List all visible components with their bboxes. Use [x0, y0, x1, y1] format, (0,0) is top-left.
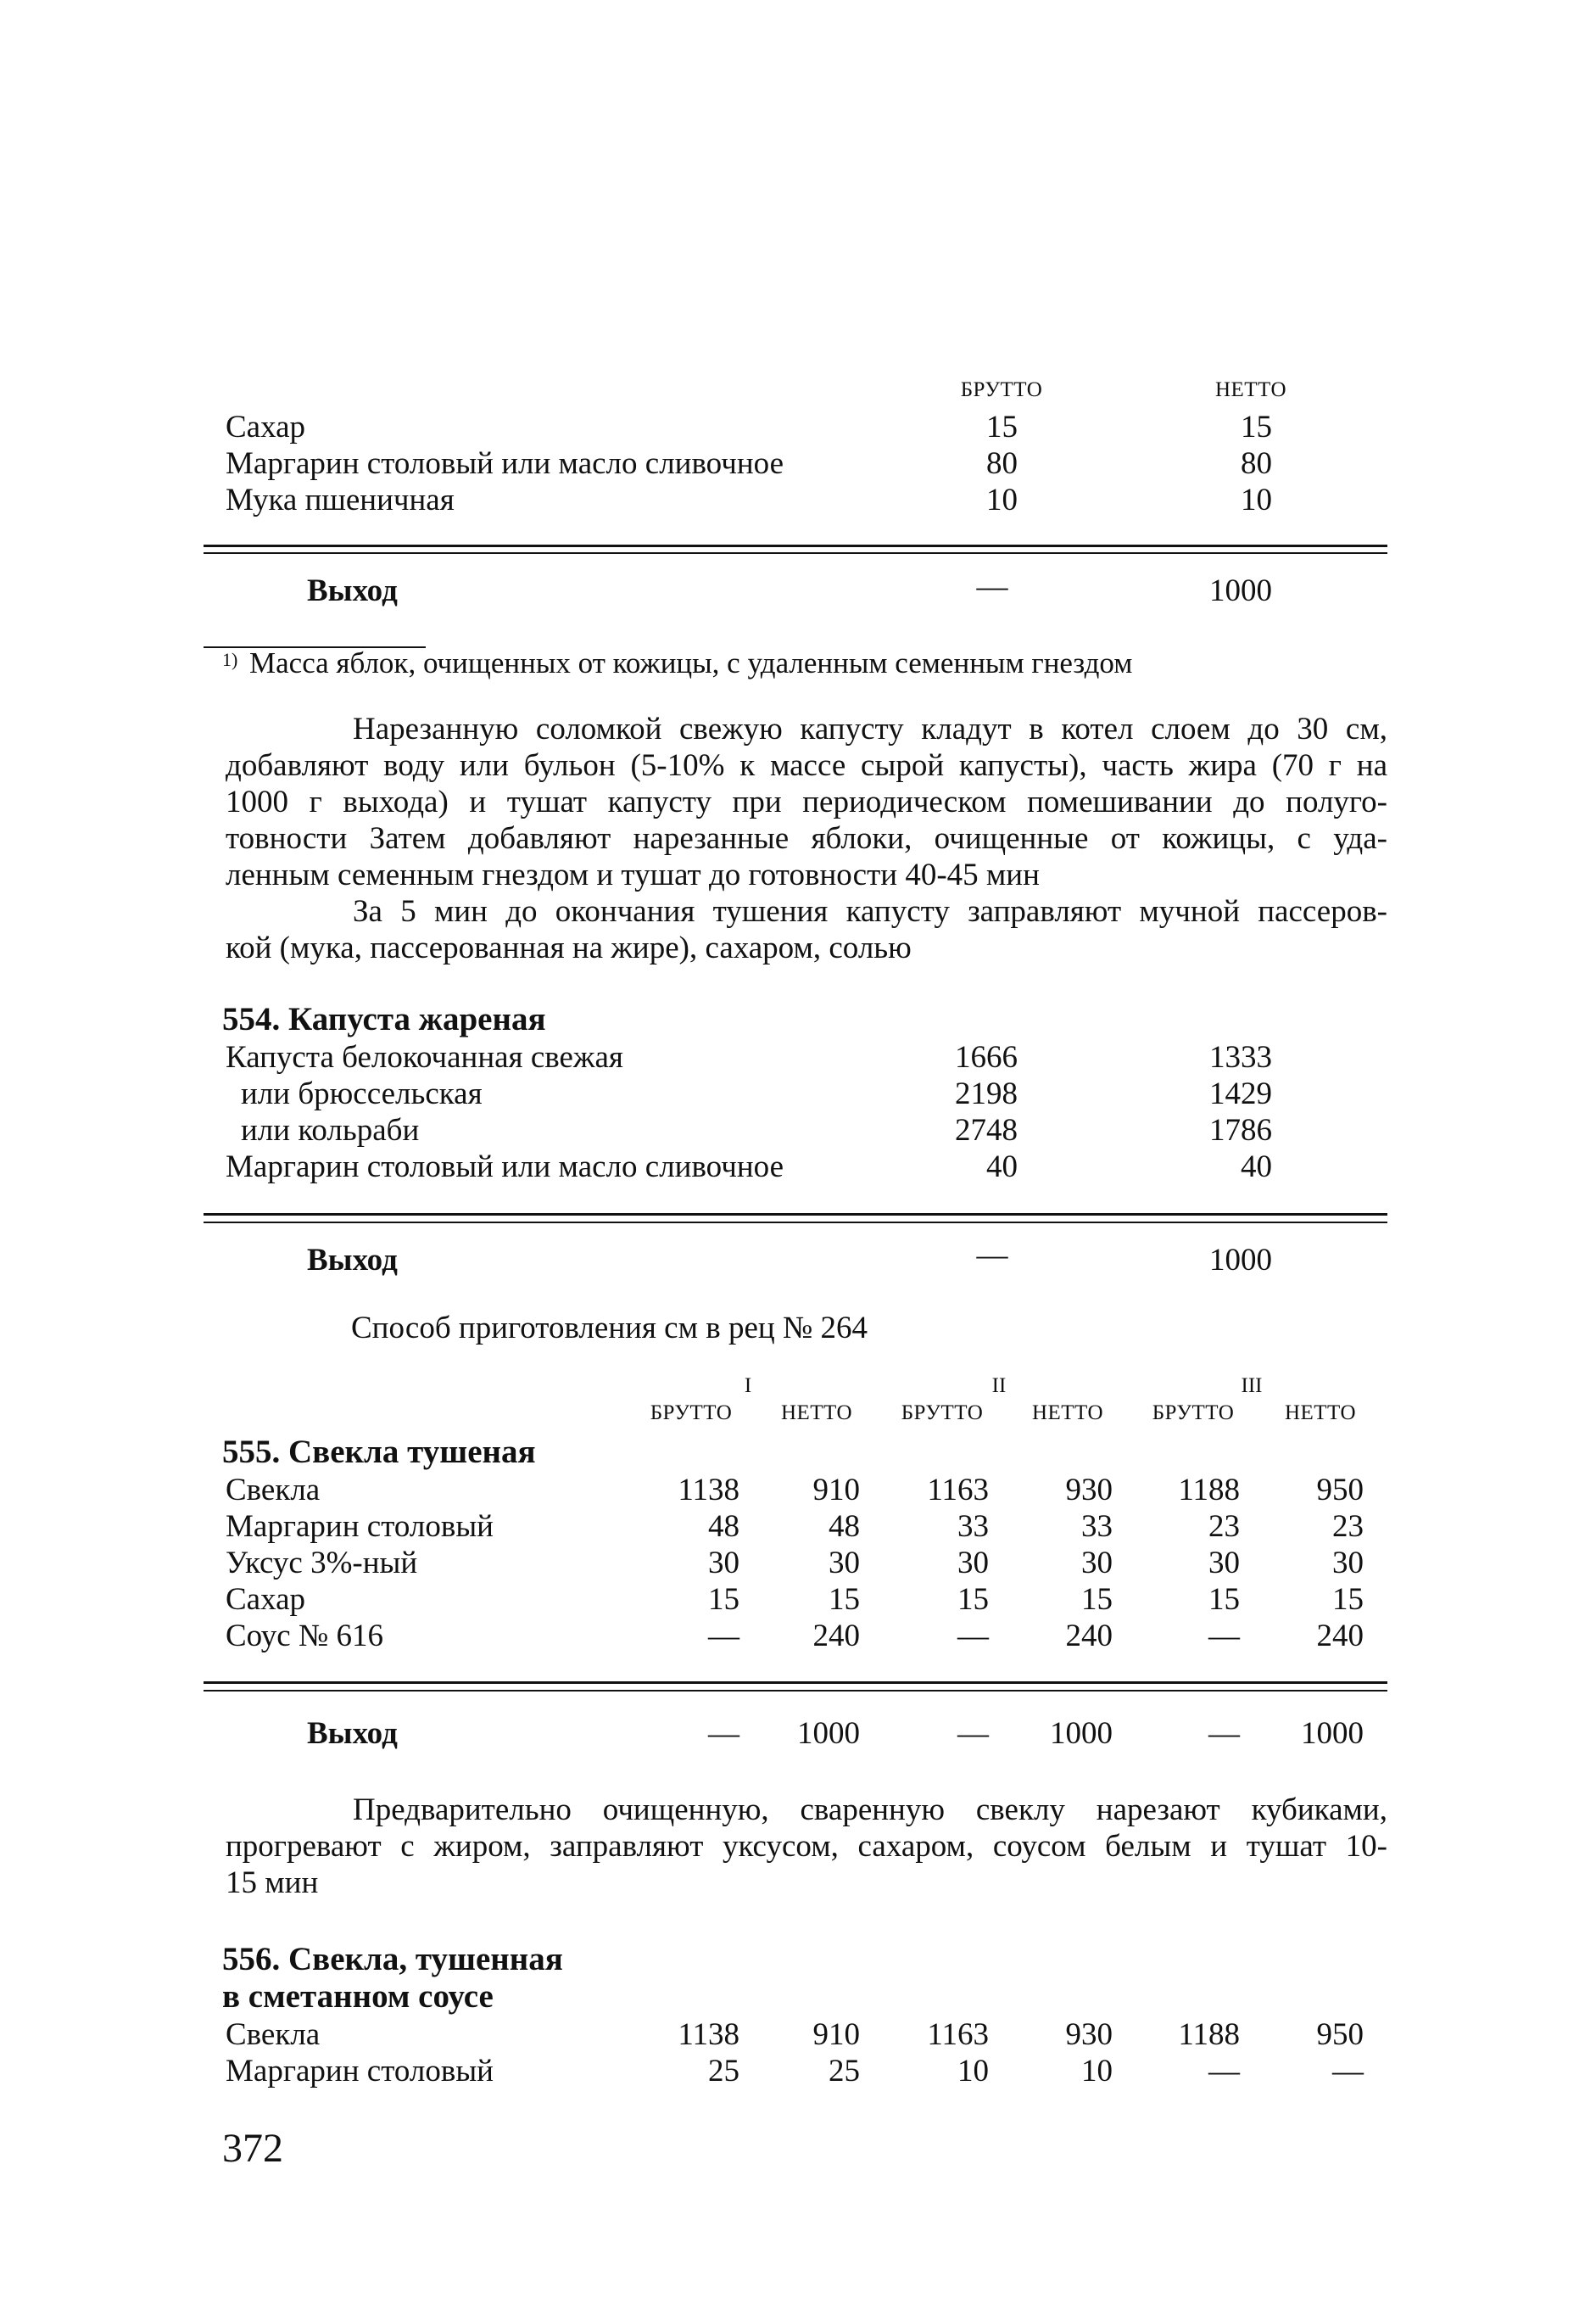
net-value: 240: [812, 1619, 860, 1653]
net-value: 30: [1332, 1546, 1364, 1580]
gross-value: 15: [708, 1582, 739, 1617]
net-value: —: [1332, 2054, 1364, 2089]
cooking-method: [226, 711, 1387, 966]
column-group-label: III: [1241, 1374, 1263, 1397]
cooking-method: [226, 1792, 1387, 1901]
gross-value: 10: [986, 483, 1018, 517]
ingredient-name: или кольраби: [241, 1113, 420, 1148]
net-value: 910: [812, 2017, 860, 2052]
net-value: 910: [812, 1473, 860, 1507]
net-value: 240: [1065, 1619, 1113, 1653]
gross-value: 1138: [678, 1473, 739, 1507]
yield-label: Выход: [307, 573, 398, 608]
gross-value: —: [708, 1619, 739, 1653]
gross-value: 80: [986, 446, 1018, 481]
ingredient-name: Капуста белокочанная свежая: [226, 1040, 623, 1075]
net-value: 48: [829, 1509, 860, 1544]
net-value: 40: [1241, 1149, 1272, 1184]
column-group-label: I: [744, 1374, 752, 1397]
gross-value: 1163: [927, 1473, 989, 1507]
net-value: 23: [1332, 1509, 1364, 1544]
table-rule: [204, 1681, 1387, 1684]
net-value: 1429: [1209, 1076, 1272, 1111]
yield-net-value: 1000: [1209, 573, 1272, 608]
col-header-gross: БРУТТО: [901, 1401, 984, 1424]
footnote-text: Масса яблок, очищенных от кожицы, с удаленным семенным гнездом: [249, 646, 1133, 679]
col-header-net: НЕТТО: [1214, 378, 1287, 401]
gross-value: 33: [957, 1509, 989, 1544]
yield-net-value: 1000: [1209, 1243, 1272, 1278]
ingredient-name: Соус № 616: [226, 1619, 383, 1653]
net-value: 950: [1316, 1473, 1364, 1507]
net-value: 1786: [1209, 1113, 1272, 1148]
net-value: 33: [1081, 1509, 1113, 1544]
gross-value: 30: [1208, 1546, 1240, 1580]
table-rule: [204, 1690, 1387, 1692]
ingredient-name: Сахар: [226, 410, 306, 445]
table-rule: [204, 1213, 1387, 1216]
column-group-label: II: [991, 1374, 1007, 1397]
net-value: 15: [1332, 1582, 1364, 1617]
method-line: кой (мука, пассерованная на жире), сахаром, солью: [226, 931, 912, 965]
gross-value: 30: [957, 1546, 989, 1580]
col-header-gross: БРУТТО: [1152, 1401, 1235, 1424]
net-value: 30: [829, 1546, 860, 1580]
col-header-gross: БРУТТО: [960, 378, 1043, 401]
method-line: ленным семенным гнездом и тушат до готовности 40-45 мин: [226, 858, 1040, 892]
gross-value: —: [1208, 2054, 1240, 2089]
ingredient-name: Свекла: [226, 1473, 321, 1507]
net-value: 930: [1065, 2017, 1113, 2052]
yield-label: Выход: [307, 1716, 398, 1751]
ingredient-name: Маргарин столовый: [226, 1509, 494, 1544]
ingredient-name: Маргарин столовый или масло сливочное: [226, 1149, 784, 1184]
footnote-mark: 1): [222, 649, 238, 670]
yield-gross-dash: —: [957, 1716, 989, 1751]
gross-value: 2748: [955, 1113, 1018, 1148]
method-line: товности Затем добавляют нарезанные яблоки, очищенные от кожицы, с уда-: [226, 821, 1387, 856]
gross-value: 30: [708, 1546, 739, 1580]
gross-value: 15: [1208, 1582, 1240, 1617]
col-header-net: НЕТТО: [1031, 1401, 1104, 1424]
gross-value: —: [1208, 1619, 1240, 1653]
gross-value: 1188: [1178, 1473, 1240, 1507]
gross-value: 10: [957, 2054, 989, 2089]
gross-value: 40: [986, 1149, 1018, 1184]
net-value: 240: [1316, 1619, 1364, 1653]
yield-gross-dash: —: [708, 1716, 739, 1751]
method-reference: Способ приготовления см в рец № 264: [351, 1311, 868, 1345]
recipe-title: 554. Капуста жареная: [222, 1001, 546, 1037]
ingredient-name: Мука пшеничная: [226, 483, 455, 517]
col-header-net: НЕТТО: [1284, 1401, 1357, 1424]
net-value: 30: [1081, 1546, 1113, 1580]
gross-value: 25: [708, 2054, 739, 2089]
ingredient-name: Свекла: [226, 2017, 321, 2052]
yield-gross-dash: —: [1208, 1716, 1240, 1751]
table-rule: [204, 552, 1387, 554]
net-value: 80: [1241, 446, 1272, 481]
gross-value: 48: [708, 1509, 739, 1544]
net-value: 15: [829, 1582, 860, 1617]
net-value: 15: [1081, 1582, 1113, 1617]
gross-value: 2198: [955, 1076, 1018, 1111]
gross-value: 1138: [678, 2017, 739, 2052]
net-value: 25: [829, 2054, 860, 2089]
ingredient-name: или брюссельская: [241, 1076, 483, 1111]
net-value: 1333: [1209, 1040, 1272, 1075]
recipe-title: 555. Свекла тушеная: [222, 1434, 536, 1470]
method-line: добавляют воду или бульон (5-10% к массе сырой капусты), часть жира (70 г на: [226, 748, 1387, 783]
gross-value: 15: [957, 1582, 989, 1617]
net-value: 950: [1316, 2017, 1364, 2052]
method-line: Предварительно очищенную, сваренную свеклу нарезают кубиками,: [353, 1792, 1387, 1827]
gross-value: —: [957, 1619, 989, 1653]
gross-value: 15: [986, 410, 1018, 445]
ingredient-name: Уксус 3%-ный: [226, 1546, 418, 1580]
yield-label: Выход: [307, 1243, 398, 1278]
yield-gross-dash: —: [976, 569, 1008, 604]
ingredient-name: Маргарин столовый: [226, 2054, 494, 2089]
table-rule: [204, 545, 1387, 547]
ingredient-name: Сахар: [226, 1582, 306, 1617]
method-line: 15 мин: [226, 1865, 319, 1900]
net-value: 930: [1065, 1473, 1113, 1507]
gross-value: 1188: [1178, 2017, 1240, 2052]
col-header-gross: БРУТТО: [650, 1401, 733, 1424]
recipe-title: 556. Свекла, тушенная: [222, 1941, 563, 1977]
net-value: 10: [1081, 2054, 1113, 2089]
net-value: 15: [1241, 410, 1272, 445]
yield-net-value: 1000: [797, 1716, 860, 1751]
yield-net-value: 1000: [1050, 1716, 1113, 1751]
col-header-net: НЕТТО: [780, 1401, 853, 1424]
ingredient-name: Маргарин столовый или масло сливочное: [226, 446, 784, 481]
gross-value: 1666: [955, 1040, 1018, 1075]
yield-net-value: 1000: [1301, 1716, 1364, 1751]
page-number: 372: [222, 2126, 283, 2171]
table-rule: [204, 1222, 1387, 1223]
gross-value: 23: [1208, 1509, 1240, 1544]
method-line: За 5 мин до окончания тушения капусту заправляют мучной пассеров-: [353, 894, 1387, 929]
net-value: 10: [1241, 483, 1272, 517]
gross-value: 1163: [927, 2017, 989, 2052]
method-line: 1000 г выхода) и тушат капусту при периодическом помешивании до полуго-: [226, 785, 1387, 819]
recipe-subtitle: в сметанном соусе: [222, 1978, 494, 2015]
method-line: прогревают с жиром, заправляют уксусом, сахаром, соусом белым и тушат 10-: [226, 1829, 1387, 1864]
yield-gross-dash: —: [976, 1238, 1008, 1272]
method-line: Нарезанную соломкой свежую капусту кладут в котел слоем до 30 см,: [353, 712, 1387, 747]
